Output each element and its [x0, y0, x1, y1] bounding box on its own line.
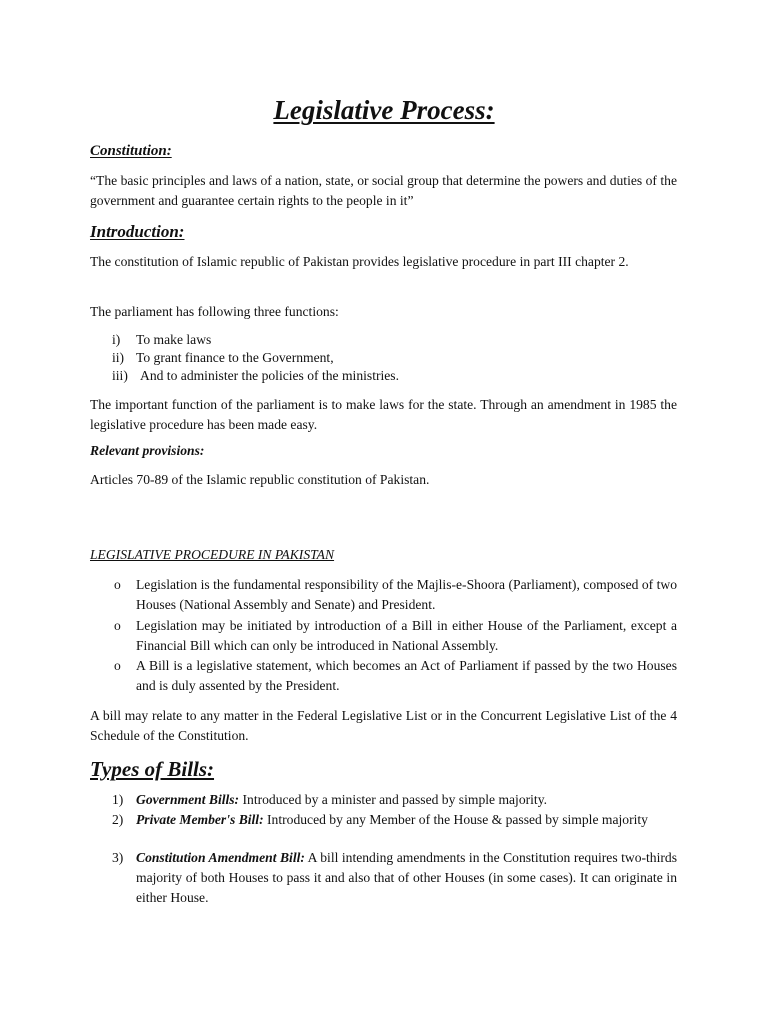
list-number: iii)	[112, 368, 128, 383]
bullet-text: A Bill is a legislative statement, which becomes an Act of Parliament if passed by the two Houses and is duly assented by the President.	[136, 658, 677, 693]
list-text: To grant finance to the Government,	[136, 350, 334, 365]
parliament-function-paragraph: The important function of the parliament is to make laws for the state. Through an amendment in 1985 the legislative procedure has been made easy.	[90, 397, 677, 432]
constitution-definition: “The basic principles and laws of a nation, state, or social group that determine the powers and duties of the government and guarantee certain rights to the people in it”	[90, 173, 677, 208]
list-text	[136, 848, 677, 908]
bullet-marker: o	[114, 577, 121, 592]
list-number: ii)	[112, 350, 125, 365]
relevant-provisions-heading: Relevant provisions:	[90, 443, 205, 458]
list-number: 3)	[112, 850, 124, 865]
list-text: And to administer the policies of the ministries.	[140, 368, 399, 383]
bullet-marker: o	[114, 618, 121, 633]
bullet-text: Legislation is the fundamental responsibility of the Majlis-e-Shoora (Parliament), composed of two Houses (National Assembly and Senate) and President.	[136, 577, 677, 612]
list-number: i)	[112, 332, 121, 347]
bill-type-description: A bill intending amendments in the Constitution requires two-thirds majority of both Houses to pass it and also that of other Houses (in some cases). It can originate in either House.	[136, 850, 677, 905]
list-text	[136, 810, 677, 830]
bullet-text: Legislation may be initiated by introduction of a Bill in either House of the Parliament, except a Financial Bill which can only be introduced in National Assembly.	[136, 618, 677, 653]
procedure-heading: LEGISLATIVE PROCEDURE IN PAKISTAN	[90, 547, 335, 562]
introduction-heading: Introduction:	[90, 222, 185, 241]
bill-type-term: Private Member's Bill:	[136, 812, 264, 827]
introduction-paragraph: The constitution of Islamic republic of Pakistan provides legislative procedure in part III chapter 2.	[90, 254, 629, 269]
bill-type-description: Introduced by any Member of the House & passed by simple majority	[263, 812, 648, 827]
list-text: To make laws	[136, 332, 212, 347]
bill-type-description: Introduced by a minister and passed by simple majority.	[239, 792, 548, 807]
list-text	[136, 790, 677, 810]
list-number: 2)	[112, 812, 124, 827]
types-of-bills-heading: Types of Bills:	[90, 757, 215, 781]
procedure-closing-paragraph: A bill may relate to any matter in the Federal Legislative List or in the Concurrent Legislative List of the 4 Schedule of the Constitution.	[90, 708, 677, 743]
bullet-marker: o	[114, 658, 121, 673]
relevant-provisions-text: Articles 70-89 of the Islamic republic constitution of Pakistan.	[90, 472, 430, 487]
list-number: 1)	[112, 792, 124, 807]
page-title: Legislative Process:	[273, 95, 495, 125]
bill-type-term: Constitution Amendment Bill:	[136, 850, 305, 865]
functions-intro: The parliament has following three functions:	[90, 304, 339, 319]
bill-type-term: Government Bills:	[136, 792, 240, 807]
constitution-heading: Constitution:	[90, 143, 172, 159]
